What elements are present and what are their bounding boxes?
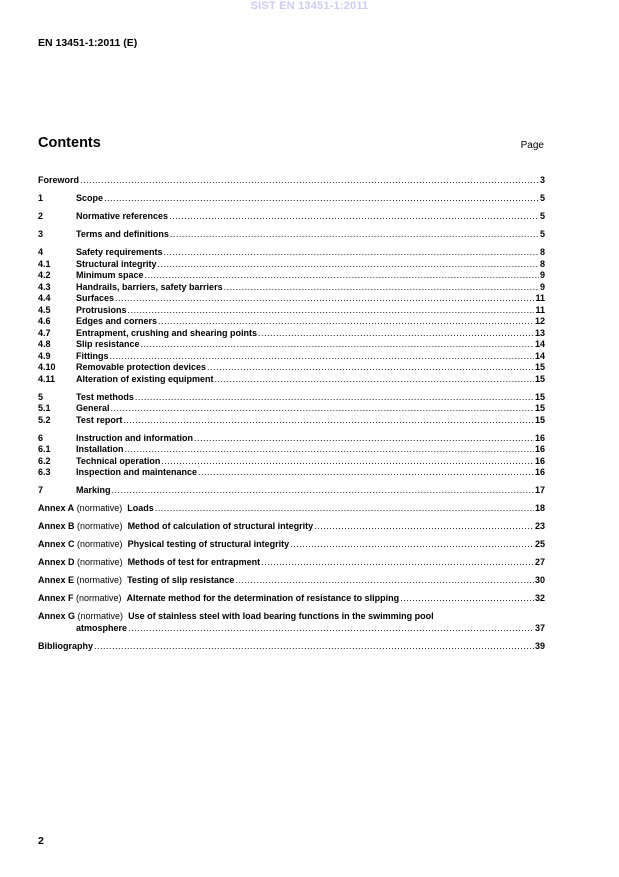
- toc-entry-6-2[interactable]: [38, 456, 545, 468]
- toc-annex-b[interactable]: [38, 521, 545, 533]
- toc-number: 4.10: [38, 362, 56, 372]
- toc-page: 16: [534, 455, 545, 466]
- toc-page: 15: [534, 362, 545, 372]
- toc-annex-a[interactable]: [38, 503, 545, 515]
- toc-title: Test report: [76, 414, 123, 425]
- toc-page: 18: [534, 503, 545, 513]
- toc-leader: [314, 521, 534, 533]
- toc-title: Terms and definitions: [76, 229, 169, 239]
- toc-title: Instruction and information: [76, 432, 193, 443]
- toc-page: 15: [534, 414, 545, 425]
- toc-number: 4.7: [38, 327, 51, 338]
- toc-entry-5[interactable]: [38, 392, 545, 404]
- toc-number: 7: [38, 485, 44, 495]
- toc-entry-1[interactable]: [38, 193, 545, 205]
- toc-page: 14: [534, 350, 545, 361]
- toc-leader: [158, 259, 539, 271]
- toc-leader: [94, 641, 534, 653]
- toc-title: Alteration of existing equipment: [76, 373, 214, 384]
- toc-number: 5: [38, 391, 44, 402]
- annex-title: Alternate method for the determination of resistance to slipping: [126, 593, 400, 603]
- toc-entry-6[interactable]: [38, 433, 545, 445]
- page-number: 2: [38, 835, 44, 847]
- toc-leader: [258, 328, 534, 340]
- toc-leader: [169, 211, 539, 223]
- toc-page: 5: [539, 211, 545, 221]
- toc-leader: [123, 415, 534, 427]
- toc-entry-4-7[interactable]: [38, 328, 545, 340]
- toc-number: 6.1: [38, 444, 51, 454]
- toc-page: 23: [534, 521, 545, 531]
- watermark: SIST EN 13451-1:2011: [250, 0, 369, 12]
- toc-leader: [158, 316, 534, 328]
- annex-title: Testing of slip resistance: [127, 575, 235, 585]
- toc-leader: [128, 623, 534, 635]
- toc-number: 4.8: [38, 339, 51, 349]
- toc-leader: [112, 485, 534, 497]
- toc-leader: [135, 392, 534, 404]
- toc-number: 5.1: [38, 403, 51, 413]
- toc-title: General: [76, 403, 110, 413]
- toc-page: 8: [539, 258, 545, 269]
- toc-annex-c[interactable]: [38, 539, 545, 551]
- toc-number: 4.6: [38, 316, 51, 326]
- toc-entry-4-9[interactable]: [38, 351, 545, 363]
- toc-leader: [261, 557, 534, 569]
- toc-leader: [198, 467, 534, 479]
- toc-page: 16: [534, 432, 545, 443]
- toc-page: 25: [534, 539, 545, 549]
- toc-title: Structural integrity: [76, 258, 157, 269]
- annex-type: (normative): [76, 575, 123, 585]
- document-id: EN 13451-1:2011 (E): [38, 37, 138, 49]
- annex-title-continued: atmosphere: [76, 622, 128, 633]
- toc-number: 6.3: [38, 467, 51, 477]
- toc-leader: [215, 374, 534, 386]
- toc-number: 4.1: [38, 258, 51, 269]
- toc-title: Scope: [76, 193, 104, 203]
- toc-entry-4-1[interactable]: [38, 259, 545, 271]
- toc-page: 8: [539, 247, 545, 257]
- toc-entry-4-11[interactable]: [38, 374, 545, 386]
- toc-page: 14: [534, 339, 545, 349]
- toc-title: Test methods: [76, 391, 134, 402]
- annex-label: Annex A: [38, 503, 75, 513]
- toc-leader: [104, 193, 539, 205]
- toc-page: 32: [534, 593, 545, 603]
- toc-page: 27: [534, 557, 545, 567]
- toc-number: 4.4: [38, 293, 51, 303]
- toc-title: Surfaces: [76, 293, 115, 303]
- annex-label: Annex D: [38, 557, 75, 567]
- toc-leader: [400, 593, 534, 605]
- toc-entry-4[interactable]: [38, 247, 545, 259]
- annex-label: Annex E: [38, 575, 75, 585]
- annex-label: Annex C: [38, 539, 75, 549]
- annex-type: (normative): [76, 503, 123, 513]
- toc-leader: [161, 456, 534, 468]
- toc-page: 9: [539, 281, 545, 292]
- toc-title: Inspection and maintenance: [76, 467, 198, 477]
- annex-label: Annex G: [38, 611, 76, 621]
- annex-title: Methods of test for entrapment: [127, 557, 261, 567]
- annex-type: (normative): [77, 539, 123, 549]
- toc-number: 6.2: [38, 455, 51, 466]
- annex-type: (normative): [77, 557, 123, 567]
- toc-leader: [290, 539, 534, 551]
- toc-entry-4-8[interactable]: [38, 339, 545, 351]
- annex-title: Method of calculation of structural integrity: [127, 521, 314, 531]
- annex-label: Annex F: [38, 593, 74, 603]
- toc-annex-f[interactable]: [38, 593, 545, 605]
- toc-page: 15: [534, 391, 545, 402]
- toc-number: 4.9: [38, 350, 51, 361]
- toc-title: Marking: [76, 485, 111, 495]
- toc-number: 3: [38, 229, 44, 239]
- annex-type: (normative): [76, 593, 122, 603]
- annex-type: (normative): [77, 521, 123, 531]
- toc-title: Installation: [76, 444, 124, 454]
- contents-title: Contents: [38, 135, 101, 151]
- toc-page: 17: [534, 485, 545, 495]
- toc-number: 5.2: [38, 414, 51, 425]
- toc-number: 4.5: [38, 304, 51, 315]
- toc-page: 16: [534, 467, 545, 477]
- toc-entry-5-2[interactable]: [38, 415, 545, 427]
- toc-page: 3: [539, 175, 545, 185]
- toc-leader: [145, 270, 539, 282]
- toc-annex-e[interactable]: [38, 575, 545, 587]
- toc-leader: [155, 503, 534, 515]
- toc-number: 1: [38, 193, 44, 203]
- toc-number: 2: [38, 211, 44, 221]
- toc-entry-5-1[interactable]: [38, 403, 545, 415]
- toc-leader: [128, 305, 535, 317]
- toc-page: 11: [535, 293, 545, 303]
- toc-page: 16: [534, 444, 545, 454]
- toc-leader: [207, 362, 534, 374]
- toc-leader: [164, 247, 539, 259]
- toc-entry-4-5[interactable]: [38, 305, 545, 317]
- toc-leader: [194, 433, 534, 445]
- toc-page: 39: [534, 640, 545, 651]
- toc-page: 5: [539, 229, 545, 239]
- toc-page: 13: [534, 327, 545, 338]
- toc-title: Normative references: [76, 211, 169, 221]
- toc-entry-4-4[interactable]: [38, 293, 545, 305]
- toc-leader: [115, 293, 534, 305]
- toc-entry-4-6[interactable]: [38, 316, 545, 328]
- toc-number: 4: [38, 247, 44, 257]
- toc-entry-4-2[interactable]: [38, 270, 545, 282]
- toc-annex-d[interactable]: [38, 557, 545, 569]
- annex-title: Use of stainless steel with load bearing functions in the swimming pool: [128, 611, 434, 621]
- toc-number: 6: [38, 432, 44, 443]
- toc-entry-4-3[interactable]: [38, 282, 545, 294]
- toc-title: Safety requirements: [76, 247, 163, 257]
- toc-leader: [170, 229, 539, 241]
- toc-title: Slip resistance: [76, 339, 140, 349]
- toc-title: Minimum space: [76, 270, 144, 280]
- annex-label: Annex B: [38, 521, 75, 531]
- toc-page: 15: [534, 373, 545, 384]
- toc-annex-g-continued[interactable]: [38, 623, 545, 635]
- toc-page: 15: [534, 403, 545, 413]
- toc-leader: [110, 351, 534, 363]
- toc-page: 30: [534, 575, 545, 585]
- toc-leader: [125, 444, 534, 456]
- toc-annex-g[interactable]: [38, 611, 545, 623]
- toc-number: 4.11: [38, 373, 56, 384]
- toc-leader: [111, 403, 534, 415]
- toc-title: Entrapment, crushing and shearing points: [76, 327, 258, 338]
- annex-type: (normative): [77, 611, 124, 621]
- toc-page: 37: [534, 622, 545, 633]
- toc-page: 11: [535, 304, 545, 315]
- page-column-label: Page: [520, 140, 544, 151]
- toc-title: Removable protection devices: [76, 362, 207, 372]
- toc-leader: [80, 175, 539, 187]
- toc-entry-7[interactable]: [38, 485, 545, 497]
- toc-entry-bibliography[interactable]: [38, 641, 545, 653]
- annex-title: Loads: [127, 503, 154, 513]
- annex-title: Physical testing of structural integrity: [127, 539, 290, 549]
- toc-page: 5: [539, 193, 545, 203]
- toc-leader: [235, 575, 534, 587]
- toc-leader: [141, 339, 534, 351]
- toc-number: 4.2: [38, 270, 51, 280]
- toc-entry-6-1[interactable]: [38, 444, 545, 456]
- toc-page: 9: [539, 270, 545, 280]
- toc-entry-2[interactable]: [38, 211, 545, 223]
- toc-title: Fittings: [76, 350, 109, 361]
- toc-leader: [224, 282, 539, 294]
- toc-title: Technical operation: [76, 455, 161, 466]
- toc-title: Edges and corners: [76, 316, 158, 326]
- toc-number: 4.3: [38, 281, 51, 292]
- toc-title: Protrusions: [76, 304, 127, 315]
- toc-entry-4-10[interactable]: [38, 362, 545, 374]
- toc-entry-foreword[interactable]: [38, 175, 545, 187]
- toc-title: Bibliography: [38, 640, 94, 651]
- toc-entry-3[interactable]: [38, 229, 545, 241]
- toc-title: Foreword: [38, 175, 80, 185]
- toc-page: 12: [534, 316, 545, 326]
- toc-title: Handrails, barriers, safety barriers: [76, 281, 223, 292]
- table-of-contents: [38, 175, 545, 652]
- toc-entry-6-3[interactable]: [38, 467, 545, 479]
